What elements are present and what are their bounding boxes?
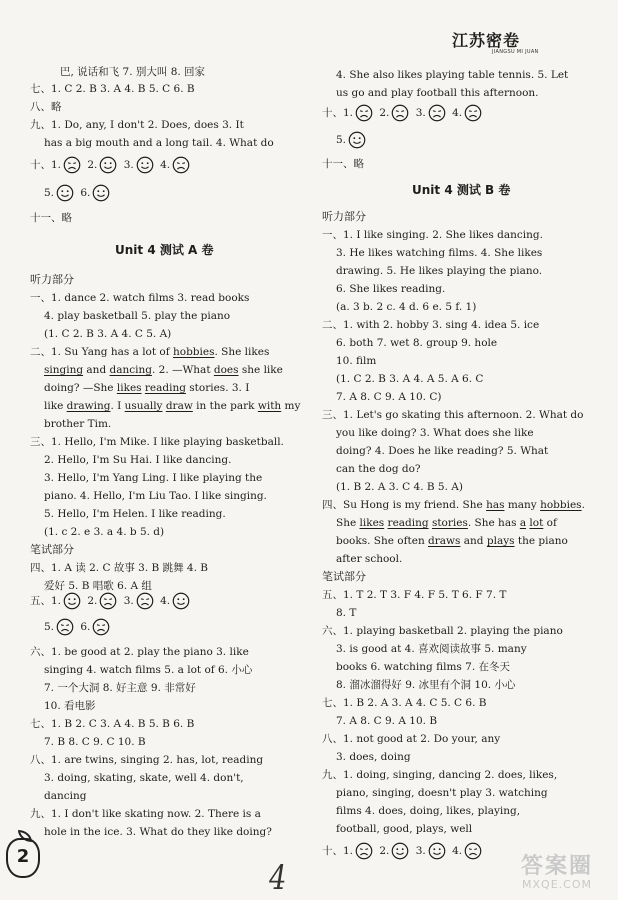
smile-face-icon xyxy=(136,156,154,174)
answer-line: 十一、略 xyxy=(30,212,72,224)
answer-line: 八、1. are twins, singing 2. has, lot, reading xyxy=(30,754,264,766)
answer-line: 8. T xyxy=(336,607,357,619)
item-number: 十、1. xyxy=(322,845,354,857)
answer-line: 二、1. Su Yang has a lot of hobbies. She likes xyxy=(30,346,270,358)
answer-line: 巴, 说话和飞 7. 别大叫 8. 回家 xyxy=(60,66,206,78)
item-number: 4. xyxy=(160,159,171,171)
answer-line: 四、1. A 读 2. C 故事 3. B 跳舞 4. B xyxy=(30,562,208,574)
answer-line: dancing xyxy=(44,790,87,802)
answer-line: 2. Hello, I'm Su Hai. I like dancing. xyxy=(44,454,232,466)
answer-line: after school. xyxy=(336,553,403,565)
answer-line: 九、1. I don't like skating now. 2. There is a xyxy=(30,808,261,820)
item-number: 6. xyxy=(80,187,91,199)
unit-b-title: Unit 4 测试 B 卷 xyxy=(412,183,511,197)
answer-line: books. She often draws and plays the piano xyxy=(336,535,568,547)
faces-line xyxy=(322,842,485,860)
page-number: 2 xyxy=(16,846,30,867)
answer-line: 8. 溜冰溜得好 9. 冰里有个洞 10. 小心 xyxy=(336,679,516,691)
frown-face-icon xyxy=(56,618,74,636)
answer-line: 3. doing, skating, skate, well 4. don't, xyxy=(44,772,244,784)
frown-face-icon xyxy=(172,156,190,174)
answer-line: 七、1. B 2. A 3. A 4. C 5. C 6. B xyxy=(322,697,487,709)
answer-line: 三、1. Let's go skating this afternoon. 2. What do xyxy=(322,409,584,421)
apple-leaf-icon xyxy=(18,830,32,842)
smile-face-icon xyxy=(99,156,117,174)
answer-line: 10. film xyxy=(336,355,377,367)
section-heading: 听力部分 xyxy=(30,273,74,286)
section-heading: 笔试部分 xyxy=(30,543,74,556)
item-number: 6. xyxy=(80,621,91,633)
answer-line: doing? 4. Does he like reading? 5. What xyxy=(336,445,549,457)
item-number: 5. xyxy=(44,621,55,633)
answer-line: 七、1. C 2. B 3. A 4. B 5. C 6. B xyxy=(30,83,195,95)
item-number: 3. xyxy=(123,595,134,607)
frown-face-icon xyxy=(391,104,409,122)
answer-line: 10. 看电影 xyxy=(44,700,96,712)
answer-line: 7. B 8. C 9. C 10. B xyxy=(44,736,146,748)
answer-line: (1. B 2. A 3. C 4. B 5. A) xyxy=(336,481,463,493)
answer-line: you like doing? 3. What does she like xyxy=(336,427,534,439)
handwritten-mark: 4 xyxy=(269,858,287,898)
answer-line: (1. c 2. e 3. a 4. b 5. d) xyxy=(44,526,165,538)
answer-line: (1. C 2. B 3. A 4. A 5. A 6. C xyxy=(336,373,484,385)
answer-line: 八、1. not good at 2. Do your, any xyxy=(322,733,501,745)
answer-line: 6. both 7. wet 8. group 9. hole xyxy=(336,337,498,349)
answer-line: 7. A 8. C 9. A 10. B xyxy=(336,715,438,727)
frown-face-icon xyxy=(355,104,373,122)
item-number: 五、1. xyxy=(30,595,62,607)
answer-line: 六、1. be good at 2. play the piano 3. like xyxy=(30,646,249,658)
watermark-logo xyxy=(505,855,609,895)
section-heading: 听力部分 xyxy=(322,210,366,223)
smile-face-icon xyxy=(56,184,74,202)
frown-face-icon xyxy=(63,156,81,174)
item-number: 3. xyxy=(415,107,426,119)
unit-a-title: Unit 4 测试 A 卷 xyxy=(115,243,214,257)
frown-face-icon xyxy=(428,104,446,122)
item-number: 2. xyxy=(87,595,98,607)
frown-face-icon xyxy=(464,104,482,122)
answer-line: 八、略 xyxy=(30,101,62,113)
answer-line: She likes reading stories. She has a lot of xyxy=(336,517,557,529)
answer-line: 爱好 5. B 唱歌 6. A 组 xyxy=(44,580,152,592)
smile-face-icon xyxy=(172,592,190,610)
faces-line xyxy=(30,592,193,610)
answer-line: 九、1. doing, singing, dancing 2. does, likes, xyxy=(322,769,558,781)
answer-line: 五、1. T 2. T 3. F 4. F 5. T 6. F 7. T xyxy=(322,589,507,601)
item-number: 2. xyxy=(87,159,98,171)
answer-line: 4. play basketball 5. play the piano xyxy=(44,310,231,322)
item-number: 5. xyxy=(336,134,347,146)
brand-subtitle: JIANGSU MI JUAN xyxy=(492,49,539,55)
answer-line: 一、1. I like singing. 2. She likes dancing. xyxy=(322,229,543,241)
answer-line: 7. 一个大洞 8. 好主意 9. 非常好 xyxy=(44,682,196,694)
answer-line: football, good, plays, well xyxy=(336,823,473,835)
frown-face-icon xyxy=(136,592,154,610)
frown-face-icon xyxy=(355,842,373,860)
answer-line: brother Tim. xyxy=(44,418,112,430)
smile-face-icon xyxy=(428,842,446,860)
answer-line: singing 4. watch films 5. a lot of 6. 小心 xyxy=(44,664,253,676)
item-number: 3. xyxy=(415,845,426,857)
item-number: 2. xyxy=(379,107,390,119)
item-number: 4. xyxy=(160,595,171,607)
answer-line: (1. C 2. B 3. A 4. C 5. A) xyxy=(44,328,172,340)
answer-line: films 4. does, doing, likes, playing, xyxy=(336,805,521,817)
faces-line xyxy=(336,131,369,149)
answer-line: doing? —She likes reading stories. 3. I xyxy=(44,382,250,394)
item-number: 十、1. xyxy=(322,107,354,119)
answer-line: hole in the ice. 3. What do they like doing? xyxy=(44,826,272,838)
faces-line xyxy=(30,156,193,174)
faces-line xyxy=(44,618,113,636)
item-number: 5. xyxy=(44,187,55,199)
answer-line: 4. She also likes playing table tennis. 5. Let xyxy=(336,69,569,81)
smile-face-icon xyxy=(391,842,409,860)
answer-line: 7. A 8. C 9. A 10. C) xyxy=(336,391,442,403)
watermark-top: 答案圈 xyxy=(520,854,593,879)
answer-line: 七、1. B 2. C 3. A 4. B 5. B 6. B xyxy=(30,718,195,730)
frown-face-icon xyxy=(92,618,110,636)
answer-line: 九、1. Do, any, I don't 2. Does, does 3. It xyxy=(30,119,244,131)
page-number-badge xyxy=(6,838,40,878)
answer-line: can the dog do? xyxy=(336,463,421,475)
item-number: 3. xyxy=(123,159,134,171)
smile-face-icon xyxy=(348,131,366,149)
answer-line: 三、1. Hello, I'm Mike. I like playing basketball. xyxy=(30,436,284,448)
answer-line: 十一、略 xyxy=(322,158,364,170)
faces-line xyxy=(322,104,485,122)
item-number: 2. xyxy=(379,845,390,857)
faces-line xyxy=(44,184,113,202)
answer-line: piano. 4. Hello, I'm Liu Tao. I like singing. xyxy=(44,490,267,502)
answer-line: 3. He likes watching films. 4. She likes xyxy=(336,247,543,259)
answer-line: us go and play football this afternoon. xyxy=(336,87,539,99)
brand-title: 江苏密卷 xyxy=(452,31,521,50)
frown-face-icon xyxy=(464,842,482,860)
item-number: 十、1. xyxy=(30,159,62,171)
watermark-bottom: MXQE.COM xyxy=(522,878,592,891)
frown-face-icon xyxy=(99,592,117,610)
answer-line: books 6. watching films 7. 在冬天 xyxy=(336,661,510,673)
section-heading: 笔试部分 xyxy=(322,570,366,583)
answer-line: 3. does, doing xyxy=(336,751,411,763)
answer-line: 5. Hello, I'm Helen. I like reading. xyxy=(44,508,226,520)
answer-line: (a. 3 b. 2 c. 4 d. 6 e. 5 f. 1) xyxy=(336,301,477,313)
answer-line: 3. is good at 4. 喜欢阅读故事 5. many xyxy=(336,643,527,655)
item-number: 4. xyxy=(452,845,463,857)
answer-line: 一、1. dance 2. watch films 3. read books xyxy=(30,292,250,304)
item-number: 4. xyxy=(452,107,463,119)
answer-line: drawing. 5. He likes playing the piano. xyxy=(336,265,543,277)
smile-face-icon xyxy=(92,184,110,202)
answer-line: 四、Su Hong is my friend. She has many hobbies. xyxy=(322,499,585,511)
answer-line: piano, singing, doesn't play 3. watching xyxy=(336,787,548,799)
answer-line: singing and dancing. 2. —What does she like xyxy=(44,364,283,376)
answer-line: like drawing. I usually draw in the park with my xyxy=(44,400,301,412)
answer-line: 3. Hello, I'm Yang Ling. I like playing the xyxy=(44,472,263,484)
smile-face-icon xyxy=(63,592,81,610)
answer-line: 六、1. playing basketball 2. playing the piano xyxy=(322,625,563,637)
answer-line: 6. She likes reading. xyxy=(336,283,446,295)
answer-line: has a big mouth and a long tail. 4. What do xyxy=(44,137,274,149)
answer-line: 二、1. with 2. hobby 3. sing 4. idea 5. ice xyxy=(322,319,540,331)
